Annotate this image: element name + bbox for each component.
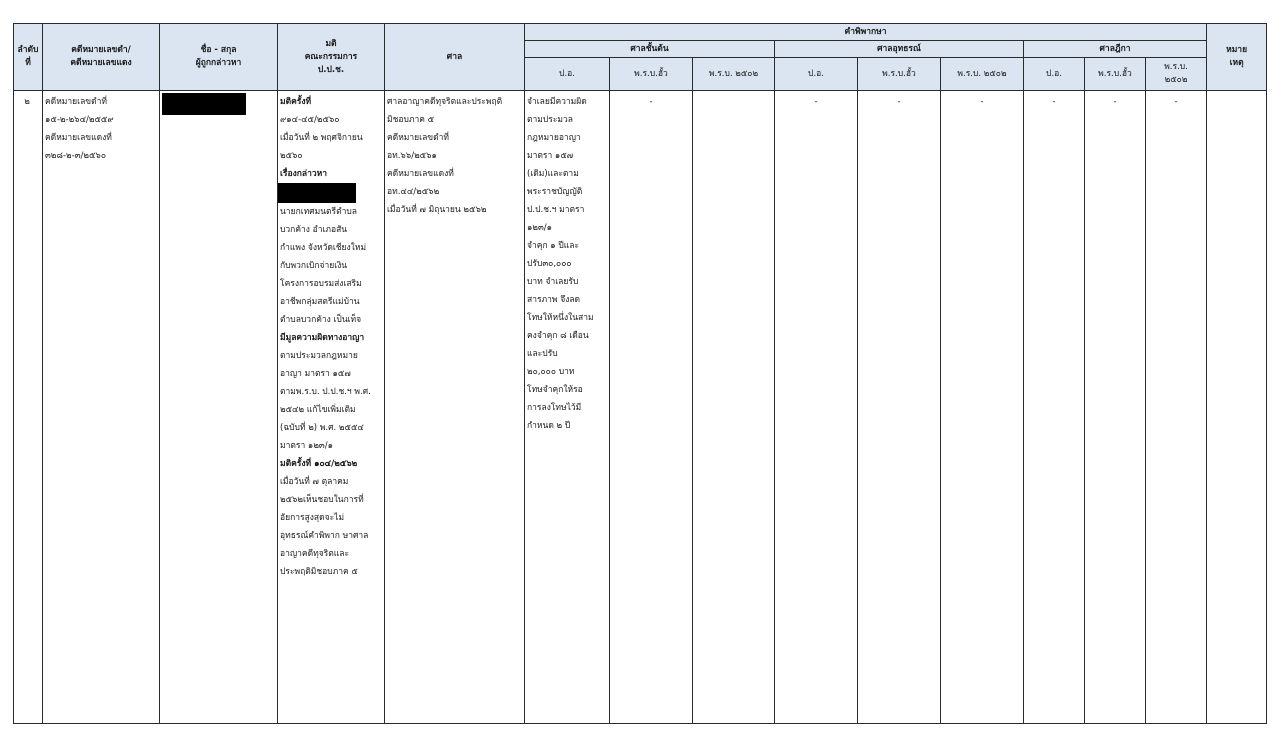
row-supreme-prb-2502-cell (1146, 91, 1207, 724)
header-first-prb-2502: พ.ร.บ. ๒๕๐๒ (693, 58, 775, 91)
header-case-number: คดีหมายเลขดำ/ คดีหมายเลขแดง (43, 24, 160, 91)
row-case-number-cell (43, 91, 160, 724)
offense-title: มีมูลความผิดทางอาญา (280, 333, 365, 343)
row-remark-cell (1207, 91, 1267, 724)
row-appeal-prb-old: - (897, 97, 901, 107)
row-supreme-prb-old: - (1113, 97, 1117, 107)
header-appeal-prb-2502: พ.ร.บ. ๒๕๐๒ (941, 58, 1024, 91)
row-supreme-prb-2502: - (1174, 97, 1178, 107)
table-row (14, 91, 1267, 724)
row-first-prb-old-cell (610, 91, 693, 724)
row-appeal-po-cell (775, 91, 858, 724)
header-remark: หมาย เหตุ (1207, 24, 1267, 91)
row-appeal-prb-old-cell (858, 91, 941, 724)
row-first-po-cell (525, 91, 610, 724)
redacted-name (162, 93, 246, 115)
header-appeal-po: ป.อ. (775, 58, 858, 91)
row-supreme-prb-old-cell (1085, 91, 1146, 724)
row-court-cell (385, 91, 525, 724)
header-appeal-court: ศาลอุทธรณ์ (775, 41, 1024, 58)
header-appeal-prb-old: พ.ร.บ.ฮั้ว (858, 58, 941, 91)
row-first-po: จำเลยมีความผิด ตามประมวล กฎหมายอาญา มาตรา ๑๕๗ (เดิม)และตาม พระราชบัญญัติ ป.ป.ช.ฯ มาตรา ๑๒๓/๑ จำคุก ๑ ปีและ ปรับ๓๐,๐๐๐ บาท จำเลยรับ สารภาพ จึงลด โทษให้หนึ่งในสาม คงจำคุก ๘ เดือน และปรับ ๒๐,๐๐๐ บาท โทษจำคุกให้รอ การลงโทษไว้มี กำหนด ๒ ปี (527, 97, 594, 431)
resolution-title-2: มติครั้งที่ ๑๐๔/๒๕๖๒ (280, 459, 358, 469)
header-first-prb-old: พ.ร.บ.ฮั้ว (610, 58, 693, 91)
resolution-title-1: มติครั้งที่ (280, 97, 312, 107)
header-court: ศาล (385, 24, 525, 91)
row-order-cell (14, 91, 43, 724)
row-supreme-po-cell (1024, 91, 1085, 724)
header-supreme-prb-2502: พ.ร.บ. ๒๕๐๒ (1146, 58, 1207, 91)
header-supreme-po: ป.อ. (1024, 58, 1085, 91)
header-first-court: ศาลชั้นต้น (525, 41, 775, 58)
row-appeal-po: - (814, 97, 818, 107)
row-resolution-cell (278, 91, 385, 724)
header-supreme-prb-old: พ.ร.บ.ฮั้ว (1085, 58, 1146, 91)
header-verdict: คำพิพากษา (525, 24, 1207, 41)
row-appeal-prb-2502: - (980, 97, 984, 107)
header-supreme-court: ศาลฎีกา (1024, 41, 1207, 58)
header-accused-name: ชื่อ - สกุล ผู้ถูกกล่าวหา (160, 24, 278, 91)
allegation-text: นายกเทศมนตรีตำบล บวกค้าง อำเภอสัน กำแพง จังหวัดเชียงใหม่ กับพวกเบิกจ่ายเงิน โครงการอบรมส่งเสริม อาชีพกลุ่มสตรีแม่บ้าน ตำบลบวกค้าง เป็นเท็จ (280, 207, 367, 325)
row-supreme-po: - (1052, 97, 1056, 107)
row-first-prb-2502-cell (693, 91, 775, 724)
row-court: ศาลอาญาคดีทุจริตและประพฤติ มิชอบภาค ๕ คดีหมายเลขดำที่ อท.๖๖/๒๕๖๑ คดีหมายเลขแดงที่ อท.๔๔/๒๕๖๒ เมื่อวันที่ ๗ มิถุนายน ๒๕๖๒ (387, 97, 503, 215)
header-nacc-resolution: มติ คณะกรรมการ ป.ป.ช. (278, 24, 385, 91)
row-first-prb-old: - (649, 97, 653, 107)
verdict-table (13, 23, 1267, 724)
row-case-number: คดีหมายเลขดำที่ ๑๕-๒-๒๖๔/๒๕๕๙ คดีหมายเลขแดงที่ ๓๒๘-๒-๓/๒๕๖๐ (45, 97, 114, 161)
row-appeal-prb-2502-cell (941, 91, 1024, 724)
offense-text: ตามประมวลกฎหมาย อาญา มาตรา ๑๕๗ ตามพ.ร.บ. ป.ป.ช.ฯ พ.ศ. ๒๕๔๒ แก้ไขเพิ่มเติม (ฉบับที่ ๒) พ.ศ. ๒๕๕๔ มาตรา ๑๒๓/๑ (280, 351, 371, 451)
allegation-title: เรื่องกล่าวหา (280, 169, 328, 179)
row-accused-name-cell (160, 91, 278, 724)
header-order: ลำดับ ที่ (14, 24, 43, 91)
resolution-text-1: ๙๑๔-๔๕/๒๕๖๐ เมื่อวันที่ ๒ พฤศจิกายน ๒๕๖๐ (280, 115, 363, 161)
row-order: ๒ (24, 97, 30, 107)
redacted-allegation (278, 183, 356, 203)
header-first-po: ป.อ. (525, 58, 610, 91)
resolution-text-2: เมื่อวันที่ ๗ ตุลาคม ๒๕๖๒เห็นชอบในการที่ อัยการสูงสุดจะไม่ อุทธรณ์คำพิพาก ษาศาล อาญาคดีทุจริตและ ประพฤติมิชอบภาค ๕ (280, 477, 369, 577)
